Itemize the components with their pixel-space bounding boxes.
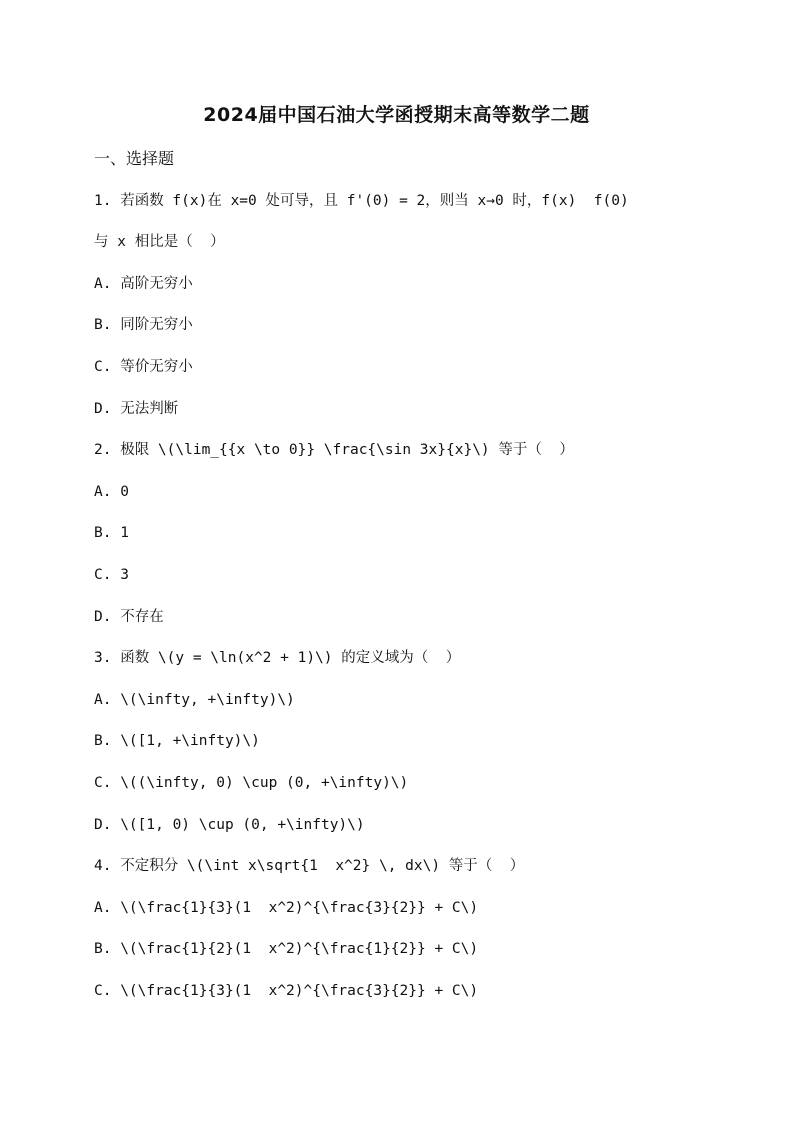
question-1-stem-line-1: 1. 若函数 f(x)在 x=0 处可导，且 f'(0) = 2，则当 x→0 时，f(x) f(0) xyxy=(94,192,629,209)
question-4-option-b: B. \(\frac{1}{2}(1 x^2)^{\frac{1}{2}} + C\) xyxy=(94,941,479,958)
question-3-stem: 3. 函数 \(y = \ln(x^2 + 1)\) 的定义域为（ ） xyxy=(94,650,461,667)
question-3-option-d: D. \([1, 0) \cup (0, +\infty)\) xyxy=(94,816,365,833)
document-body xyxy=(94,148,714,1021)
question-4-option-a: A. \(\frac{1}{3}(1 x^2)^{\frac{3}{2}} + C\) xyxy=(94,899,479,916)
question-1-option-b: B. 同阶无穷小 xyxy=(94,317,193,334)
document-title: 2024届中国石油大学函授期末高等数学二题 xyxy=(203,104,590,126)
question-3-option-b: B. \([1, +\infty)\) xyxy=(94,733,260,750)
question-1-option-d: D. 无法判断 xyxy=(94,400,179,417)
question-1-option-c: C. 等价无穷小 xyxy=(94,358,193,375)
question-1-option-a: A. 高阶无穷小 xyxy=(94,275,193,292)
question-4-option-c: C. \(\frac{1}{3}(1 x^2)^{\frac{3}{2}} + C\) xyxy=(94,982,479,999)
question-2-stem: 2. 极限 \(\lim_{{x \to 0}} \frac{\sin 3x}{x}\) 等于（ ） xyxy=(94,442,574,459)
question-2-option-c: C. 3 xyxy=(94,566,129,583)
question-1-stem-line-2: 与 x 相比是（ ） xyxy=(94,234,225,251)
question-2-option-a: A. 0 xyxy=(94,483,129,500)
question-2-option-b: B. 1 xyxy=(94,525,129,542)
question-3-option-c: C. \((\infty, 0) \cup (0, +\infty)\) xyxy=(94,774,409,791)
question-2-option-d: D. 不存在 xyxy=(94,608,164,625)
section-heading: 一、选择题 xyxy=(94,149,175,168)
question-4-stem: 4. 不定积分 \(\int x\sqrt{1 x^2} \, dx\) 等于（ ） xyxy=(94,858,525,875)
question-3-option-a: A. \(\infty, +\infty)\) xyxy=(94,691,295,708)
